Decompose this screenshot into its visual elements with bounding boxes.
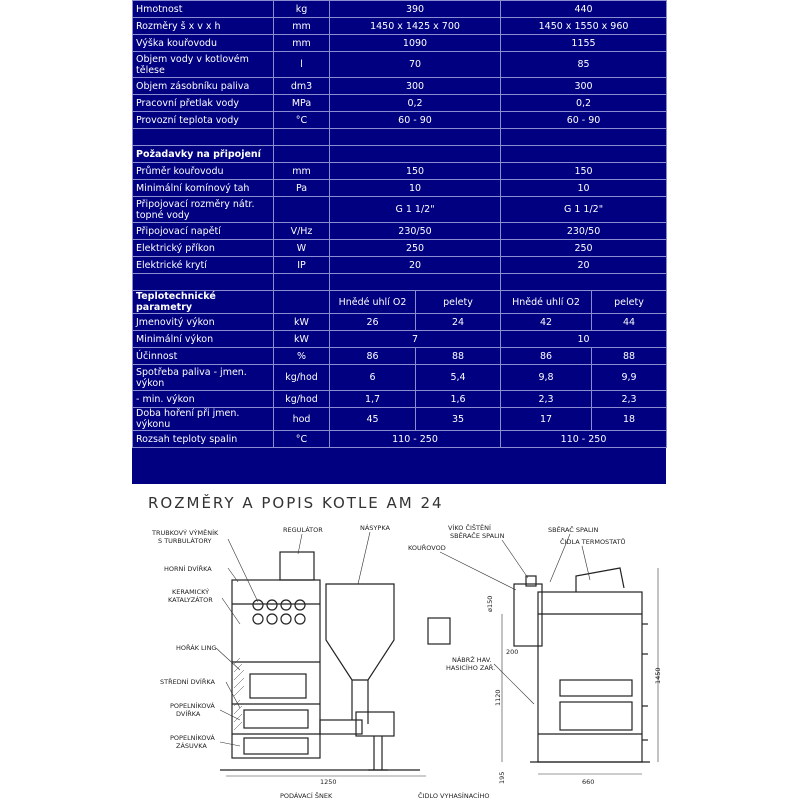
param-label: Spotřeba paliva - jmen. výkon <box>133 365 274 391</box>
unit-cell: kW <box>274 331 330 348</box>
specs-table-panel <box>132 0 666 486</box>
empty-cell <box>133 274 274 291</box>
svg-text:POPELNÍKOVÁ: POPELNÍKOVÁ <box>170 734 215 742</box>
value-cell: 1450 x 1425 x 700 <box>330 18 501 35</box>
spec-row <box>133 365 667 391</box>
empty-cell <box>501 146 667 163</box>
spec-row <box>133 240 667 257</box>
svg-text:DVÍŘKA: DVÍŘKA <box>176 710 201 718</box>
value-cell: 20 <box>501 257 667 274</box>
value-cell: 44 <box>592 314 667 331</box>
param-label: Rozměry š x v x h <box>133 18 274 35</box>
param-label: Pracovní přetlak vody <box>133 95 274 112</box>
empty-cell <box>501 274 667 291</box>
value-cell: 88 <box>592 348 667 365</box>
param-label: Elektrické krytí <box>133 257 274 274</box>
svg-text:HORNÍ DVÍŘKA: HORNÍ DVÍŘKA <box>164 565 212 573</box>
value-cell: 35 <box>416 408 501 431</box>
value-cell: G 1 1/2" <box>330 197 501 223</box>
svg-text:POPELNÍKOVÁ: POPELNÍKOVÁ <box>170 702 215 710</box>
svg-text:TRUBKOVÝ VÝMĚNÍK: TRUBKOVÝ VÝMĚNÍK <box>152 529 219 537</box>
value-cell: 45 <box>330 408 416 431</box>
svg-text:200: 200 <box>506 648 519 656</box>
svg-text:STŘEDNÍ DVÍŘKA: STŘEDNÍ DVÍŘKA <box>160 678 215 686</box>
svg-text:REGULÁTOR: REGULÁTOR <box>283 526 323 534</box>
spec-row <box>133 197 667 223</box>
empty-cell <box>501 129 667 146</box>
param-label: Připojovací rozměry nátr. topné vody <box>133 197 274 223</box>
svg-text:S TURBULÁTORY: S TURBULÁTORY <box>158 537 212 545</box>
unit-cell: Pa <box>274 180 330 197</box>
unit-cell: hod <box>274 408 330 431</box>
svg-text:NÁSYPKA: NÁSYPKA <box>360 524 390 532</box>
svg-text:PODÁVACÍ ŠNEK: PODÁVACÍ ŠNEK <box>280 792 333 800</box>
value-cell: 24 <box>416 314 501 331</box>
drawing-title: ROZMĚRY A POPIS KOTLE AM 24 <box>148 494 444 512</box>
spec-row <box>133 163 667 180</box>
value-cell: 10 <box>330 180 501 197</box>
value-cell: 86 <box>501 348 592 365</box>
section-header: Požadavky na připojení <box>133 146 274 163</box>
value-cell: 250 <box>330 240 501 257</box>
unit-cell: % <box>274 348 330 365</box>
value-cell: 86 <box>330 348 416 365</box>
param-label: Objem vody v kotlovém tělese <box>133 52 274 78</box>
svg-text:1250: 1250 <box>320 778 337 786</box>
svg-text:ČIDLA TERMOSTATŮ: ČIDLA TERMOSTATŮ <box>560 538 626 546</box>
svg-text:VÍKO ČIŠTĚNÍ: VÍKO ČIŠTĚNÍ <box>448 524 491 532</box>
unit-cell: MPa <box>274 95 330 112</box>
section-header: Teplotechnické parametry <box>133 291 274 314</box>
unit-cell: W <box>274 240 330 257</box>
empty-cell <box>274 129 330 146</box>
boiler-schematic <box>130 484 668 800</box>
fuel-header: Hnědé uhlí O2 <box>501 291 592 314</box>
svg-text:ø150: ø150 <box>486 595 494 612</box>
svg-text:NÁBRŽ HAV.: NÁBRŽ HAV. <box>452 656 492 664</box>
svg-text:ČIDLO VYHASÍNACÍHO: ČIDLO VYHASÍNACÍHO <box>418 792 490 800</box>
param-label: Hmotnost <box>133 1 274 18</box>
value-cell: 18 <box>592 408 667 431</box>
svg-text:KOUŘOVOD: KOUŘOVOD <box>408 544 446 552</box>
right-labels <box>408 523 626 800</box>
unit-cell <box>274 197 330 223</box>
svg-text:KATALYZÁTOR: KATALYZÁTOR <box>168 596 213 604</box>
spec-row <box>133 78 667 95</box>
side-dimensions <box>486 568 662 786</box>
value-cell: 150 <box>501 163 667 180</box>
spec-row <box>133 348 667 365</box>
svg-text:195: 195 <box>498 771 506 784</box>
fuel-header: pelety <box>592 291 667 314</box>
value-cell: 1090 <box>330 35 501 52</box>
param-label: Minimální výkon <box>133 331 274 348</box>
spec-row <box>133 146 667 163</box>
value-cell: 1,7 <box>330 391 416 408</box>
spec-row <box>133 180 667 197</box>
specs-table <box>132 0 667 448</box>
value-cell: 42 <box>501 314 592 331</box>
svg-text:SBĚRAČE SPALIN: SBĚRAČE SPALIN <box>450 532 505 540</box>
unit-cell <box>274 291 330 314</box>
param-label: - min. výkon <box>133 391 274 408</box>
svg-text:1120: 1120 <box>494 689 502 706</box>
value-cell: G 1 1/2" <box>501 197 667 223</box>
value-cell: 110 - 250 <box>501 431 667 448</box>
value-cell: 7 <box>330 331 501 348</box>
spec-row <box>133 52 667 78</box>
boiler-body <box>232 580 320 758</box>
value-cell: 0,2 <box>330 95 501 112</box>
unit-cell: kg/hod <box>274 365 330 391</box>
svg-text:KERAMICKÝ: KERAMICKÝ <box>172 588 210 596</box>
value-cell: 26 <box>330 314 416 331</box>
spec-row <box>133 274 667 291</box>
value-cell: 60 - 90 <box>330 112 501 129</box>
param-label: Průměr kouřovodu <box>133 163 274 180</box>
param-label: Účinnost <box>133 348 274 365</box>
svg-text:660: 660 <box>582 778 595 786</box>
spec-row <box>133 112 667 129</box>
value-cell: 250 <box>501 240 667 257</box>
value-cell: 5,4 <box>416 365 501 391</box>
unit-cell: kg <box>274 1 330 18</box>
svg-text:HOŘÁK LING: HOŘÁK LING <box>176 644 217 652</box>
boiler-side-view <box>514 568 650 762</box>
value-cell: 2,3 <box>501 391 592 408</box>
right-leader-lines <box>440 534 590 704</box>
value-cell: 60 - 90 <box>501 112 667 129</box>
param-label: Elektrický příkon <box>133 240 274 257</box>
value-cell: 10 <box>501 331 667 348</box>
svg-text:SBĚRAČ SPALIN: SBĚRAČ SPALIN <box>548 526 599 534</box>
value-cell: 1155 <box>501 35 667 52</box>
spec-row <box>133 431 667 448</box>
spec-row <box>133 257 667 274</box>
value-cell: 300 <box>330 78 501 95</box>
spec-row <box>133 391 667 408</box>
value-cell: 1,6 <box>416 391 501 408</box>
param-label: Minimální komínový tah <box>133 180 274 197</box>
unit-cell: dm3 <box>274 78 330 95</box>
value-cell: 390 <box>330 1 501 18</box>
value-cell: 440 <box>501 1 667 18</box>
regulator-box <box>280 552 314 580</box>
spec-row <box>133 18 667 35</box>
value-cell: 110 - 250 <box>330 431 501 448</box>
value-cell: 6 <box>330 365 416 391</box>
boiler-drawing <box>130 484 668 800</box>
empty-cell <box>133 129 274 146</box>
svg-text:ZÁSUVKA: ZÁSUVKA <box>176 742 207 750</box>
unit-cell: °C <box>274 431 330 448</box>
spec-row <box>133 1 667 18</box>
unit-cell: mm <box>274 35 330 52</box>
value-cell: 2,3 <box>592 391 667 408</box>
param-label: Rozsah teploty spalin <box>133 431 274 448</box>
empty-cell <box>274 274 330 291</box>
unit-cell: l <box>274 52 330 78</box>
empty-cell <box>330 146 501 163</box>
value-cell: 20 <box>330 257 501 274</box>
unit-cell: IP <box>274 257 330 274</box>
value-cell: 230/50 <box>330 223 501 240</box>
empty-cell <box>330 274 501 291</box>
empty-cell <box>330 129 501 146</box>
unit-cell: kW <box>274 314 330 331</box>
param-label: Objem zásobníku paliva <box>133 78 274 95</box>
value-cell: 17 <box>501 408 592 431</box>
spec-row <box>133 95 667 112</box>
fuel-header: Hnědé uhlí O2 <box>330 291 416 314</box>
unit-cell: mm <box>274 18 330 35</box>
value-cell: 10 <box>501 180 667 197</box>
param-label: Doba hoření při jmen. výkonu <box>133 408 274 431</box>
value-cell: 70 <box>330 52 501 78</box>
spec-row <box>133 331 667 348</box>
value-cell: 85 <box>501 52 667 78</box>
spec-row <box>133 408 667 431</box>
fuel-header: pelety <box>416 291 501 314</box>
empty-cell <box>274 146 330 163</box>
svg-text:HASICÍHO ZAŘ.: HASICÍHO ZAŘ. <box>446 664 496 672</box>
unit-cell: °C <box>274 112 330 129</box>
unit-cell: kg/hod <box>274 391 330 408</box>
param-label: Provozní teplota vody <box>133 112 274 129</box>
boiler-front-view <box>220 552 450 770</box>
unit-cell: V/Hz <box>274 223 330 240</box>
spec-row <box>133 35 667 52</box>
value-cell: 150 <box>330 163 501 180</box>
param-label: Výška kouřovodu <box>133 35 274 52</box>
left-leader-lines <box>216 532 370 746</box>
spec-row <box>133 129 667 146</box>
side-body <box>538 592 642 762</box>
value-cell: 9,9 <box>592 365 667 391</box>
value-cell: 300 <box>501 78 667 95</box>
value-cell: 1450 x 1550 x 960 <box>501 18 667 35</box>
spec-row <box>133 223 667 240</box>
param-label: Připojovací napětí <box>133 223 274 240</box>
value-cell: 88 <box>416 348 501 365</box>
spec-row <box>133 291 667 314</box>
value-cell: 230/50 <box>501 223 667 240</box>
hopper <box>326 584 394 680</box>
unit-cell: mm <box>274 163 330 180</box>
svg-text:1450: 1450 <box>654 667 662 684</box>
spec-row <box>133 314 667 331</box>
value-cell: 0,2 <box>501 95 667 112</box>
param-label: Jmenovitý výkon <box>133 314 274 331</box>
value-cell: 9,8 <box>501 365 592 391</box>
